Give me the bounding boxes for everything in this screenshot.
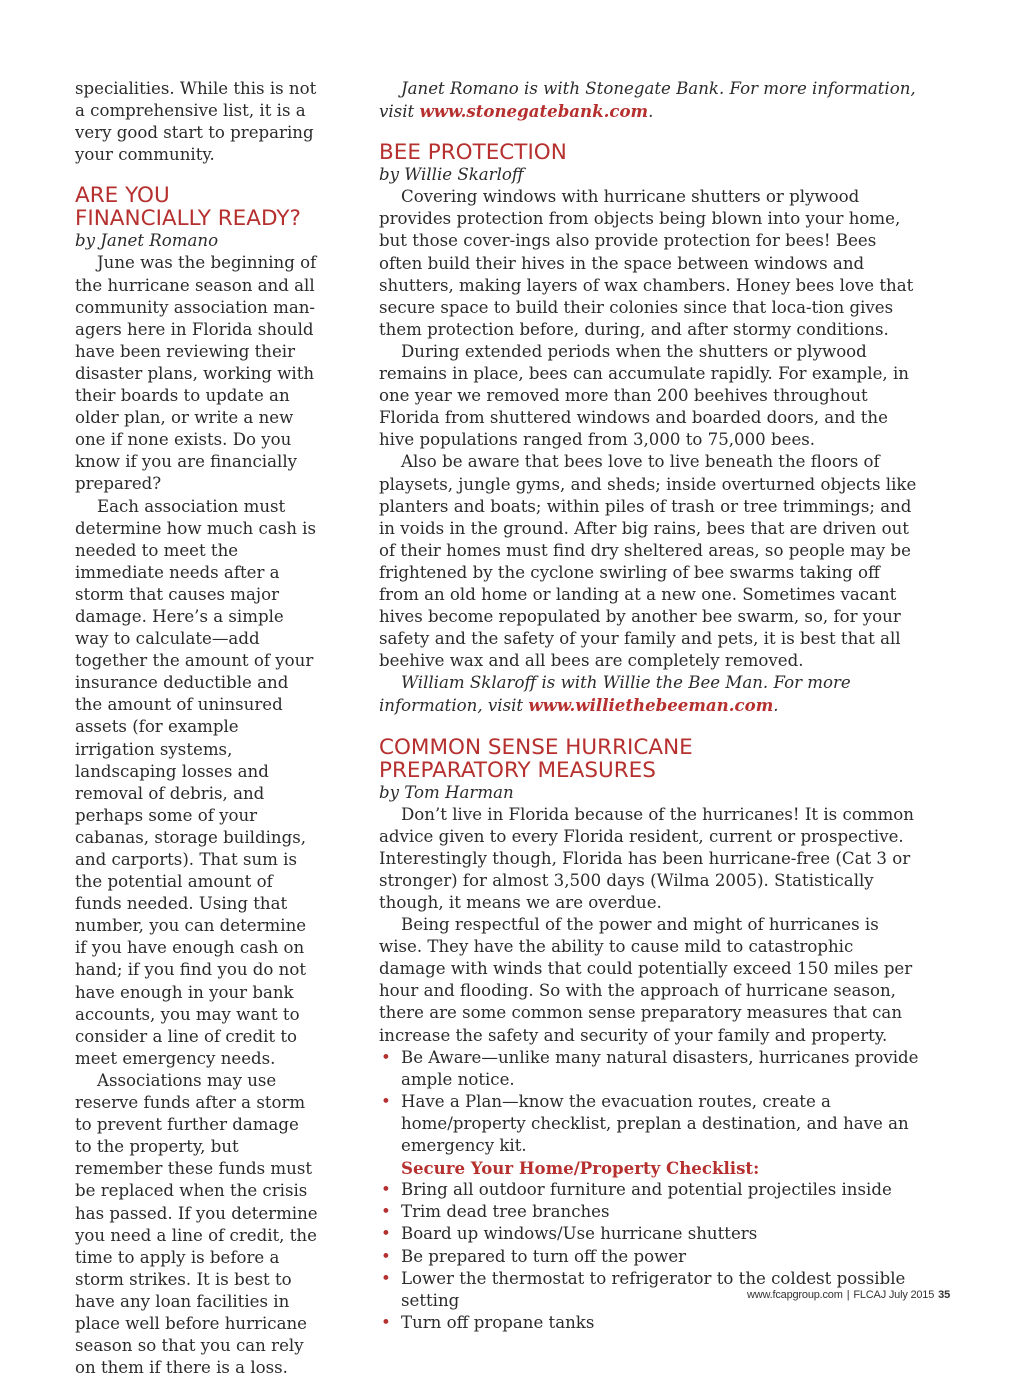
footer-publication: FLCAJ [853, 1289, 886, 1301]
stonegate-link[interactable]: www.stonegatebank.com [419, 101, 649, 122]
financial-paragraph: June was the beginning of the hurricane season and all community association man-agers here in Florida should have been reviewing their disaster plans, working with their boards to update an older plan, or write a new one if none exists. Do you know if you are financially prepared? [75, 253, 317, 494]
sklaroff-credit [379, 672, 924, 717]
financial-paragraph: Each association must determine how much cash is needed to meet the immediate needs after a storm that causes major damage. Here’s a simple way to calculate—add together the amount of your insurance deductible and the amount of uninsured assets (for example irrigation systems, landscaping losses and removal of debris, and perhaps some of your cabanas, storage buildings, and carports). That sum is the potential amount of funds needed. Using that number, you can determine if you have enough cash on hand; if you find you do not have enough in your bank accounts, you may want to consider a line of credit to meet emergency needs. [75, 496, 317, 1068]
right-column [379, 78, 924, 1334]
sklaroff-credit-text: William Sklaroff is with Willie the Bee Man. For more information, visit [379, 673, 851, 716]
list-item-text: Be Aware—unlike many natural disasters, hurricanes provide ample notice. [401, 1047, 919, 1089]
bullet-dot-icon: • [381, 1246, 391, 1266]
left-column [75, 78, 320, 1379]
footer-site-link[interactable]: www.fcapgroup.com [747, 1289, 843, 1301]
hurricane-article-title [379, 736, 924, 782]
list-item [379, 1091, 924, 1157]
list-item [379, 1047, 924, 1091]
bee-article [379, 141, 924, 717]
bullet-dot-icon: • [381, 1091, 391, 1111]
list-item-text: Have a Plan—know the evacuation routes, create a home/property checklist, preplan a destination, and have an emergency kit. [401, 1091, 909, 1156]
list-item-text: Board up windows/Use hurricane shutters [401, 1224, 758, 1244]
bullet-dot-icon: • [381, 1202, 391, 1222]
financial-paragraph: Associations may use reserve funds after a storm to prevent further damage to the property, but remember these funds must be replaced when the crisis has passed. If you determine you need a line of credit, the time to apply is before a storm strikes. It is best to have any loan facilities in place well before hurricane season so that you can rely on them if there is a loss. [75, 1070, 318, 1378]
financial-title-line2: FINANCIALLY READY? [75, 206, 301, 232]
bullet-dot-icon: • [381, 1224, 391, 1244]
hurricane-title-line2: PREPARATORY MEASURES [379, 757, 656, 783]
bullet-dot-icon: • [381, 1047, 391, 1067]
financial-article-title [75, 184, 320, 230]
bullet-dot-icon: • [381, 1312, 391, 1332]
list-item-text: Trim dead tree branches [401, 1202, 610, 1222]
hurricane-article [379, 736, 924, 1334]
romano-credit-text: Janet Romano is with Stonegate Bank. For more information, visit [379, 79, 916, 122]
hurricane-byline: by Tom Harman [379, 782, 514, 802]
checklist-title: Secure Your Home/Property Checklist: [401, 1158, 760, 1179]
footer-separator: | [846, 1289, 850, 1301]
hurricane-title-line1: COMMON SENSE HURRICANE [379, 734, 693, 760]
romano-credit [379, 78, 924, 123]
romano-credit-end: . [648, 102, 654, 122]
list-item [379, 1312, 924, 1334]
checklist [379, 1179, 924, 1334]
financial-title-line1: ARE YOU [75, 183, 170, 209]
sklaroff-credit-end: . [773, 696, 779, 716]
preparation-list [379, 1047, 924, 1157]
intro-text: specialities. While this is not a comprehensive list, it is a very good start to preparing your community. [75, 79, 317, 165]
list-item-text: Bring all outdoor furniture and potential projectiles inside [401, 1180, 892, 1200]
list-item [379, 1246, 924, 1268]
list-item-text: Lower the thermostat to refrigerator to the coldest possible setting [401, 1268, 906, 1310]
bee-article-title: BEE PROTECTION [379, 140, 567, 166]
bee-byline: by Willie Skarloff [379, 165, 524, 185]
list-item [379, 1179, 924, 1201]
bee-paragraph: During extended periods when the shutters or plywood remains in place, bees can accumulate rapidly. For example, in one year we removed more than 200 beehives throughout Florida from shuttered windows and boarded doors, and the hive populations ranged from 3,000 to 75,000 bees. [379, 341, 909, 450]
page-footer [747, 1289, 950, 1301]
list-item [379, 1201, 924, 1223]
financial-article [75, 184, 320, 1379]
bullet-dot-icon: • [381, 1180, 391, 1200]
list-item [379, 1223, 924, 1245]
list-item-text: Turn off propane tanks [401, 1312, 595, 1332]
page-number: 35 [938, 1289, 950, 1301]
list-item-text: Be prepared to turn off the power [401, 1246, 687, 1266]
bullet-dot-icon: • [381, 1268, 391, 1288]
bee-paragraph: Also be aware that bees love to live beneath the floors of playsets, jungle gyms, and sheds; inside overturned objects like planters and boats; within piles of trash or tree trimmings; and in voids in the ground. After big rains, bees that are driven out of their homes must find dry sheltered areas, so people may be frightened by the cyclone swirling of bee swarms taking off from an old home or landing at a new one. Sometimes vacant hives become repopulated by another bee swarm, so, for your safety and the safety of your family and pets, it is best that all beehive wax and all bees are completely removed. [379, 452, 917, 671]
bee-paragraph: Covering windows with hurricane shutters or plywood provides protection from objects being blown into your home, but those cover-ings also provide protection for bees! Bees often build their hives in the space between windows and shutters, making layers of wax chambers. Honey bees love that secure space to build their colonies since that loca-tion gives them protection before, during, and after stormy conditions. [379, 187, 914, 339]
williethebeeman-link[interactable]: www.williethebeeman.com [528, 695, 774, 716]
hurricane-paragraph: Being respectful of the power and might of hurricanes is wise. They have the ability to cause mild to catastrophic damage with winds that could potentially exceed 150 miles per hour and flooding. So with the approach of hurricane season, there are some common sense preparatory measures that can increase the safety and security of your family and property. [379, 915, 913, 1045]
footer-issue: July 2015 [888, 1289, 935, 1301]
hurricane-paragraph: Don’t live in Florida because of the hurricanes! It is common advice given to every Florida resident, current or prospective. Interestingly though, Florida has been hurricane-free (Cat 3 or stronger) for almost 3,500 days (Wilma 2005). Statistically though, it means we are overdue. [379, 804, 914, 912]
financial-byline: by Janet Romano [75, 231, 219, 251]
